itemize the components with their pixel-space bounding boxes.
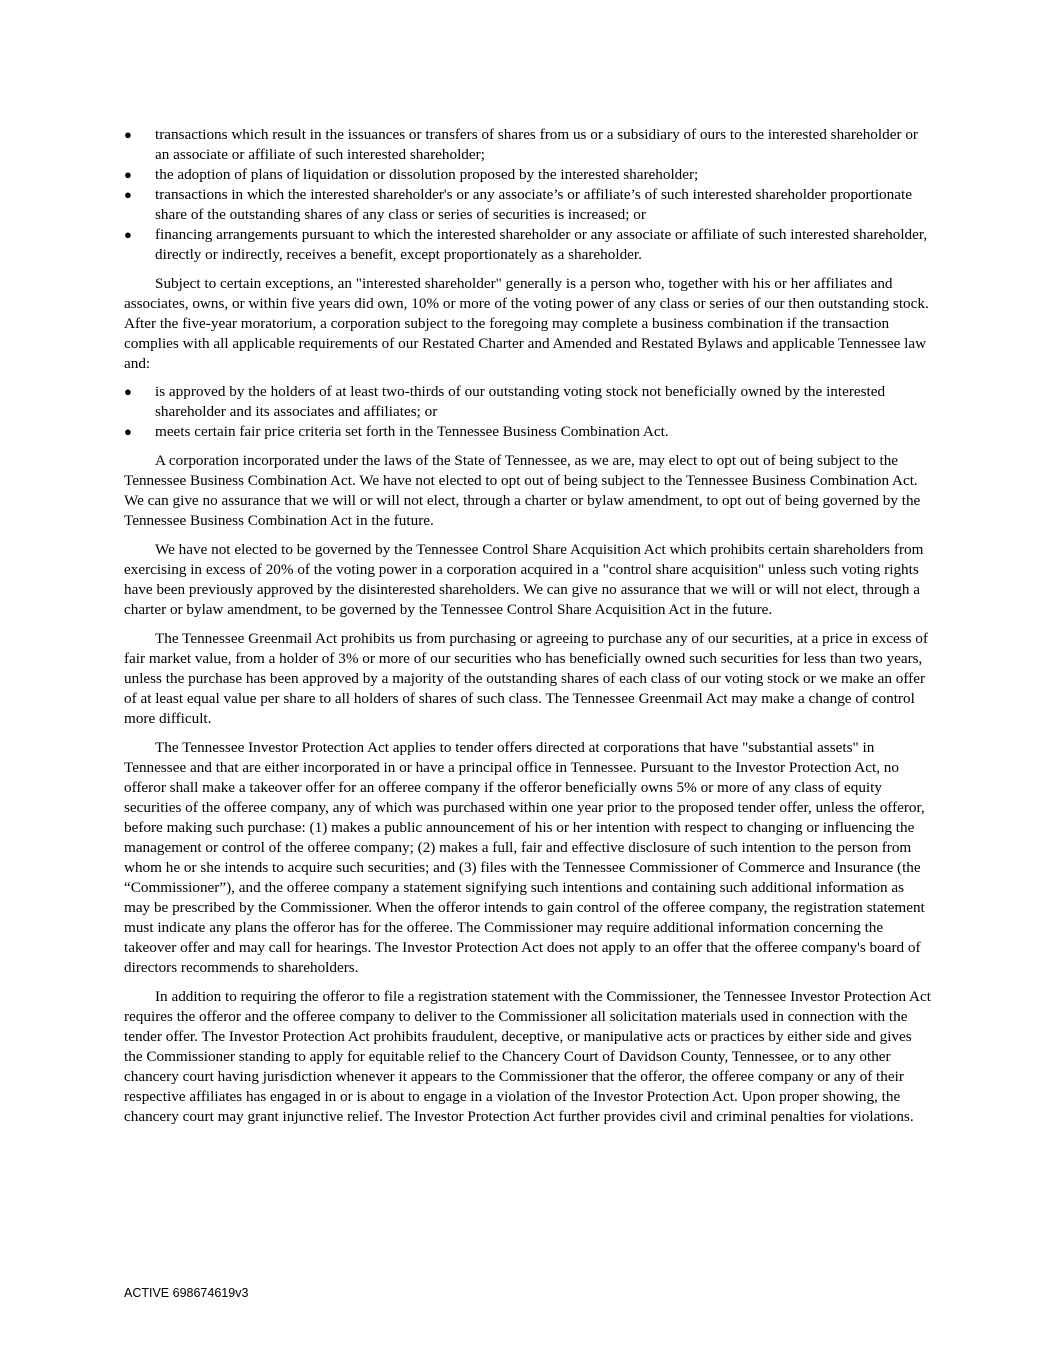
- list-item-text: the adoption of plans of liquidation or dissolution proposed by the interested shareholder;: [155, 166, 699, 183]
- registration-paragraph: In addition to requiring the offeror to file a registration statement with the Commissioner, the Tennessee Investor Protection Act requires the offeror and the offeree company to deliver to the Commissioner all solicitation materials used in connection with the tender offer. The Investor Protection Act prohibits fraudulent, deceptive, or manipulative acts or practices by either side and gives the Commissioner standing to apply for equitable relief to the Chancery Court of Davidson County, Tennessee, or to any other chancery court having jurisdiction whenever it appears to the Commissioner that the offeror, the offeree company or any of their respective affiliates has engaged in or is about to engage in a violation of the Investor Protection Act. Upon proper showing, the chancery court may grant injunctive relief. The Investor Protection Act further provides civil and criminal penalties for violations.: [124, 988, 931, 1125]
- interested-shareholder-paragraph: Subject to certain exceptions, an "interested shareholder" generally is a person who, together with his or her affiliates and associates, owns, or within five years did own, 10% or more of the voting power of any class or series of our then outstanding stock. After the five-year moratorium, a corporation subject to the foregoing may complete a business combination if the transaction complies with all applicable requirements of our Restated Charter and Amended and Restated Bylaws and applicable Tennessee law and:: [124, 275, 929, 372]
- bullet-icon: ●: [124, 384, 132, 399]
- bullet-icon: ●: [124, 227, 132, 242]
- list-item: [124, 165, 932, 185]
- control-share-paragraph: We have not elected to be governed by the Tennessee Control Share Acquisition Act which prohibits certain shareholders from exercising in excess of 20% of the voting power in a corporation acquired in a "control share acquisition" unless such voting rights have been previously approved by the disinterested shareholders. We can give no assurance that we will or will not elect, through a charter or bylaw amendment, to be governed by the Tennessee Control Share Acquisition Act in the future.: [124, 541, 924, 618]
- list-item: [124, 125, 932, 165]
- list-item: [124, 185, 932, 225]
- list-item-text: is approved by the holders of at least two-thirds of our outstanding voting stock not beneficially owned by the interested shareholder and its associates and affiliates; or: [155, 383, 886, 420]
- list-item-text: transactions in which the interested shareholder's or any associate’s or affiliate’s of such interested shareholder proportionate share of the outstanding shares of any class or series of securities is increased; or: [155, 186, 912, 223]
- list-item: [124, 422, 932, 442]
- list-item-text: financing arrangements pursuant to which the interested shareholder or any associate or affiliate of such interested shareholder, directly or indirectly, receives a benefit, except proportionately as a shareholder.: [155, 226, 928, 263]
- greenmail-paragraph: The Tennessee Greenmail Act prohibits us from purchasing or agreeing to purchase any of our securities, at a price in excess of fair market value, from a holder of 3% or more of our securities who has beneficially owned such securities for less than two years, unless the purchase has been approved by a majority of the outstanding shares of each class of our voting stock or we make an offer of at least equal value per share to all holders of shares of such class. The Tennessee Greenmail Act may make a change of control more difficult.: [124, 630, 928, 727]
- bullet-icon: ●: [124, 424, 132, 439]
- list-item-text: transactions which result in the issuances or transfers of shares from us or a subsidiary of ours to the interested shareholder or an associate or affiliate of such interested shareholder;: [155, 126, 918, 163]
- bullet-icon: ●: [124, 187, 132, 202]
- document-footer-id: ACTIVE 698674619v3: [124, 1286, 249, 1300]
- list-item: [124, 382, 932, 422]
- document-body: [124, 125, 932, 1127]
- investor-protection-paragraph: The Tennessee Investor Protection Act applies to tender offers directed at corporations that have "substantial assets" in Tennessee and that are either incorporated in or have a principal office in Tennessee. Pursuant to the Investor Protection Act, no offeror shall make a takeover offer for an offeree company if the offeror beneficially owns 5% or more of any class of equity securities of the offeree company, any of which was purchased within one year prior to the proposed tender offer, unless the offeror, before making such purchase: (1) makes a public announcement of his or her intention with respect to changing or influencing the management or control of the offeree company; (2) makes a full, fair and effective disclosure of such intention to the person from whom he or she intends to acquire such securities; and (3) files with the Tennessee Commissioner of Commerce and Insurance (the “Commissioner”), and the offeree company a statement signifying such intentions and containing such additional information as may be prescribed by the Commissioner. When the offeror intends to gain control of the offeree company, the registration statement must indicate any plans the offeror has for the offeree. The Commissioner may require additional information concerning the takeover offer and may call for hearings. The Investor Protection Act does not apply to an offer that the offeree company's board of directors recommends to shareholders.: [124, 739, 925, 976]
- bullet-icon: ●: [124, 167, 132, 182]
- opt-out-paragraph: A corporation incorporated under the laws of the State of Tennessee, as we are, may elect to opt out of being subject to the Tennessee Business Combination Act. We have not elected to opt out of being subject to the Tennessee Business Combination Act. We can give no assurance that we will or will not elect, through a charter or bylaw amendment, to opt out of being governed by the Tennessee Business Combination Act in the future.: [124, 452, 921, 529]
- transaction-bullet-list: [124, 125, 932, 265]
- approval-bullet-list: [124, 382, 932, 442]
- list-item: [124, 225, 932, 265]
- list-item-text: meets certain fair price criteria set forth in the Tennessee Business Combination Act.: [155, 423, 669, 440]
- bullet-icon: ●: [124, 127, 132, 142]
